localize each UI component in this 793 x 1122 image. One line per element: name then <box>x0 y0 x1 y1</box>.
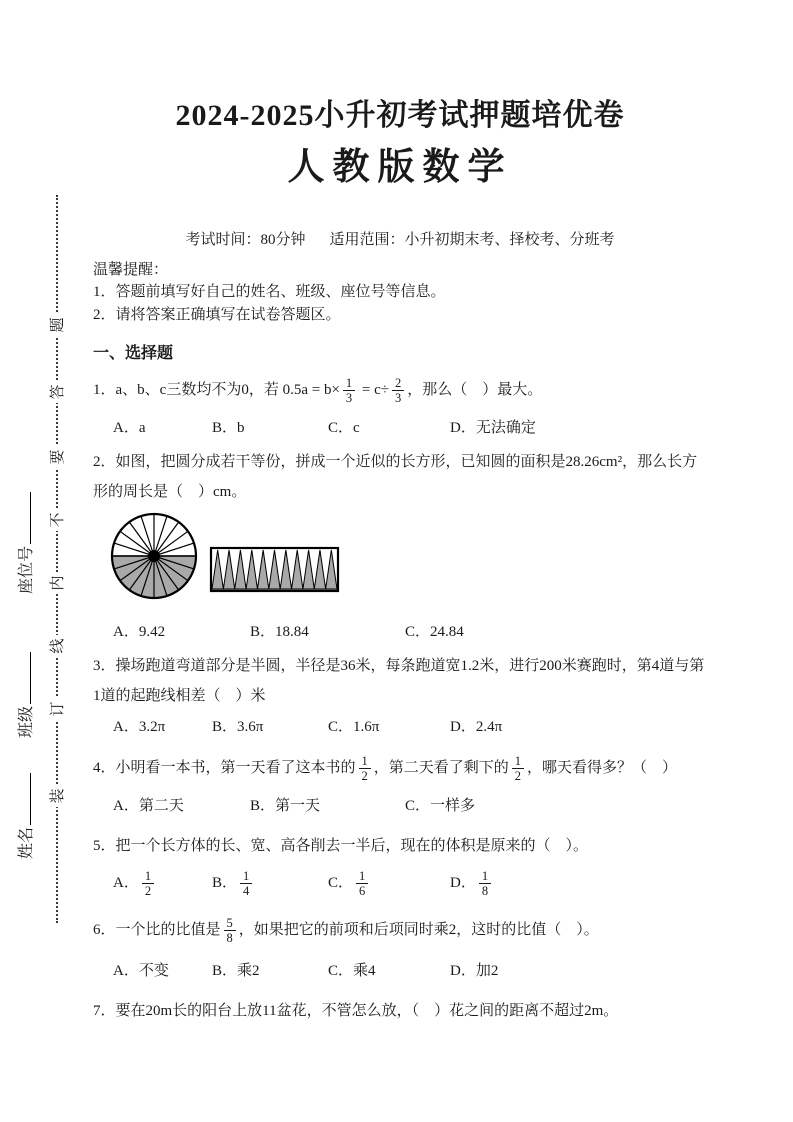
question-text: 小明看一本书，第一天看了这本书的 <box>115 760 356 776</box>
binding-char: 线 <box>47 635 69 657</box>
q3-options <box>93 714 707 740</box>
notice-item-1: 1．答题前填写好自己的姓名、班级、座位号等信息。 <box>93 284 446 300</box>
class-label: 班级 <box>18 705 35 738</box>
class-blank <box>16 652 31 704</box>
fraction: $\frac{1}{6}$ <box>356 869 368 899</box>
question-number: 3． <box>93 658 116 674</box>
option-b: B．第一天 <box>250 798 321 814</box>
q5-options <box>93 866 707 900</box>
question-text: 操场跑道弯道部分是半圆，半径是36米，每条跑道宽1.2米，进行200米赛跑时，第4道与第1道的起跑线相差（ ）米 <box>93 658 705 704</box>
question-number: 2． <box>93 454 116 470</box>
question-5 <box>93 831 707 861</box>
class-field <box>16 642 38 738</box>
question-number: 7． <box>93 1003 116 1019</box>
question-number: 1． <box>93 382 116 398</box>
question-text: 一个比的比值是 <box>115 922 221 938</box>
option-d: D．无法确定 <box>450 420 536 436</box>
fraction: $\frac{1}{8}$ <box>479 869 491 899</box>
binding-char: 装 <box>47 785 69 807</box>
fraction: $\frac{1}{2}$ <box>359 754 371 784</box>
question-text: ，如果把它的前项和后项同时乘2，这时的比值（ ）。 <box>238 922 599 938</box>
option-b: B．18.84 <box>250 624 309 640</box>
fraction: $\frac{1}{3}$ <box>343 376 355 406</box>
name-field <box>16 763 38 859</box>
fraction: $\frac{1}{2}$ <box>512 754 524 784</box>
option-c: C．乘4 <box>328 963 376 979</box>
binding-char: 题 <box>47 314 69 336</box>
binding-char: 不 <box>47 509 69 531</box>
page-subtitle: 人教版数学 <box>287 147 513 188</box>
binding-char: 内 <box>47 572 69 594</box>
question-3 <box>93 651 707 711</box>
question-text: 把一个长方体的长、宽、高各削去一半后，现在的体积是原来的（ ）。 <box>115 838 589 854</box>
option-d: D．2.4π <box>450 719 503 735</box>
exam-time: 考试时间：80分钟 <box>185 232 306 248</box>
option-a: A． $\frac{1}{2}$ <box>113 866 212 900</box>
q1-options <box>93 415 707 441</box>
option-c: C． $\frac{1}{6}$ <box>328 866 450 900</box>
fraction: $\frac{2}{3}$ <box>392 376 404 406</box>
q6-options <box>93 958 707 984</box>
question-number: 6． <box>93 922 116 938</box>
q4-options <box>93 793 707 819</box>
seat-number-blank <box>16 492 31 544</box>
notice-item-2: 2．请将答案正确填写在试卷答题区。 <box>93 306 341 323</box>
main-content <box>93 96 707 1026</box>
notice-title: 温馨提醒： <box>93 262 169 278</box>
seat-number-field <box>16 482 38 594</box>
circle-to-rectangle-figure <box>101 509 351 605</box>
question-6 <box>93 910 707 950</box>
section-title-choice: 一、选择题 <box>93 345 174 362</box>
option-b: B． $\frac{1}{4}$ <box>212 866 328 900</box>
question-text: a、b、c三数均不为0，若 0.5a = b× <box>115 382 340 398</box>
binding-char: 要 <box>47 446 69 468</box>
question-text: = c÷ <box>358 382 390 398</box>
option-c: C．c <box>328 420 360 436</box>
question-2 <box>93 447 707 507</box>
option-a: A．9.42 <box>113 624 166 640</box>
q2-figure <box>101 509 707 605</box>
question-text: ，第二天看了剩下的 <box>373 760 509 776</box>
option-b: B．3.6π <box>212 719 264 735</box>
question-text: ，那么（ ）最大。 <box>407 382 543 398</box>
binding-char: 答 <box>47 381 69 403</box>
q2-options <box>93 619 707 645</box>
option-d: D．加2 <box>450 963 499 979</box>
option-b: B．b <box>212 420 245 436</box>
fraction: $\frac{5}{8}$ <box>224 916 236 946</box>
option-a: A．第二天 <box>113 798 184 814</box>
exam-scope: 适用范围：小升初期末考、择校考、分班考 <box>329 232 615 248</box>
question-text: ，哪天看得多？（ ） <box>527 760 678 776</box>
question-text: 如图，把圆分成若干等份，拼成一个近似的长方形，已知圆的面积是28.26cm²，那么长方形的周长是（ ）cm。 <box>93 454 698 500</box>
option-c: C．1.6π <box>328 719 380 735</box>
option-d: D． $\frac{1}{8}$ <box>450 866 707 900</box>
question-4 <box>93 748 707 788</box>
fraction: $\frac{1}{4}$ <box>240 869 252 899</box>
question-text: 要在20m长的阳台上放11盆花，不管怎么放，（ ）花之间的距离不超过2m。 <box>115 1003 619 1019</box>
fraction: $\frac{1}{2}$ <box>142 869 154 899</box>
option-a: A．3.2π <box>113 719 166 735</box>
option-b: B．乘2 <box>212 963 260 979</box>
question-7 <box>93 996 707 1026</box>
seat-number-label: 座位号 <box>18 545 35 594</box>
option-a: A．a <box>113 420 146 436</box>
question-1 <box>93 370 707 410</box>
question-number: 5． <box>93 838 116 854</box>
name-label: 姓名 <box>18 826 35 859</box>
option-a: A．不变 <box>113 963 169 979</box>
binding-char: 订 <box>47 698 69 720</box>
exam-info-line <box>93 230 707 250</box>
option-c: C．一样多 <box>405 798 476 814</box>
option-c: C．24.84 <box>405 624 464 640</box>
question-number: 4． <box>93 760 116 776</box>
name-blank <box>16 773 31 825</box>
page-title: 2024-2025小升初考试押题培优卷 <box>175 99 625 132</box>
binding-dotted-line <box>56 195 58 923</box>
